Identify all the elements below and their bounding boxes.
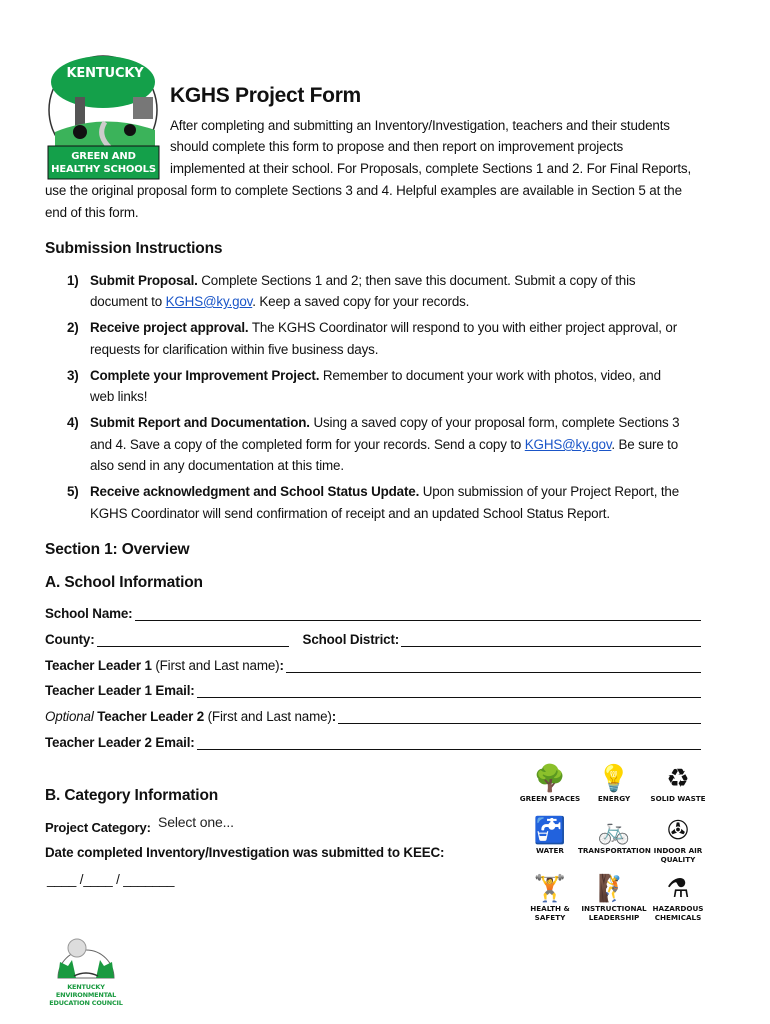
category-hazardous-chemicals: ⚗ HAZARDOUS CHEMICALS [642,874,714,922]
optional-label: Optional [45,709,94,724]
item-text: Remember to document your work with photos, video, and [319,368,661,383]
field-label: Teacher Leader 2 Email: [45,735,195,750]
submission-heading: Submission Instructions [45,240,223,257]
school-info-heading: A. School Information [45,574,203,591]
lightbulb-icon: 💡 [597,764,631,794]
item-title: Receive acknowledgment and School Status Update. [90,484,420,499]
field-label: School District: [302,632,400,647]
county-input[interactable] [97,633,289,647]
item-line [90,294,469,309]
item-line [90,484,679,499]
item-title: Submit Proposal. [90,273,198,288]
tree-icon: 🌳 [533,764,567,794]
teacher-leader-1-input[interactable] [286,659,701,673]
category-info-heading: B. Category Information [45,787,219,804]
category-indoor-air-quality: ✇ INDOOR AIR QUALITY [642,816,714,864]
teacher-leader-2-input[interactable] [338,710,701,724]
intro-line: implemented at their school. For Proposals, complete Sections 1 and 2. For Final Reports, [170,161,692,176]
item-title: Complete your Improvement Project. [90,368,320,383]
item-text: . Be sure to [611,437,679,452]
field-label: School Name: [45,606,133,621]
recycle-icon: ♻ [666,764,690,794]
item-line [90,273,635,288]
teacher-leader-2-email-input[interactable] [197,736,701,750]
item-text: requests for clarification within five business days. [90,342,379,357]
item-line [90,320,677,335]
field-hint: (First and Last name) [151,658,280,673]
item-number: 3) [67,368,79,383]
date-input[interactable]: ____ /____ / _______ [47,872,175,887]
item-text: Using a saved copy of your proposal form, complete Sections 3 [309,415,680,430]
category-solid-waste: ♻ SOLID WASTE [642,764,714,803]
county-district-row [45,632,701,647]
logo-bottom-text: GREEN AND HEALTHY SCHOOLS [51,151,156,175]
item-text: Upon submission of your Project Report, the [419,484,679,499]
project-category-label: Project Category: [45,820,151,835]
field-label: County: [45,632,95,647]
email-link[interactable]: KGHS@ky.gov [524,437,612,452]
field-label: Teacher Leader 2 [93,709,205,724]
item-text: also send in any documentation at this time. [90,458,344,473]
project-category-select[interactable]: Select one... [158,814,234,830]
field-label: Teacher Leader 1 [45,658,152,673]
item-line [90,368,661,383]
fan-icon: ✇ [667,816,689,846]
teacher-leader-1-email-field [45,683,701,698]
field-label: Teacher Leader 1 Email: [45,683,195,698]
school-name-field [45,606,701,621]
intro-line: should complete this form to propose and then report on improvement projects [170,139,624,154]
item-number: 2) [67,320,79,335]
item-title: Receive project approval. [90,320,249,335]
teacher-leader-2-email-field [45,735,701,750]
intro-line: use the original proposal form to complete Sections 3 and 4. Helpful examples are available in Section 5 at the [45,183,682,198]
field-colon: : [331,709,337,724]
item-line [90,437,678,452]
category-green-spaces: 🌳 GREEN SPACES [514,764,586,803]
item-number: 1) [67,273,79,288]
section1-heading: Section 1: Overview [45,541,190,558]
page-title: KGHS Project Form [170,84,361,107]
item-text: Complete Sections 1 and 2; then save this document. Submit a copy of this [197,273,636,288]
weightlifter-icon: 🏋 [533,874,567,904]
field-colon: : [279,658,284,673]
faucet-icon: 🚰 [533,816,567,846]
intro-line: end of this form. [45,205,139,220]
category-instructional-leadership: 🧗 INSTRUCTIONAL LEADERSHIP [578,874,650,922]
field-hint: (First and Last name) [204,709,332,724]
item-text: KGHS Coordinator will send confirmation of receipt and an updated School Status Report. [90,506,610,521]
category-energy: 💡 ENERGY [578,764,650,803]
item-text: The KGHS Coordinator will respond to you with either project approval, or [248,320,678,335]
category-transportation: 🚲 TRANSPORTATION [578,816,651,855]
logo-top-text: KENTUCKY [66,66,144,81]
email-link[interactable]: KGHS@ky.gov [165,294,253,309]
stairs-climber-icon: 🧗 [597,874,631,904]
teacher-leader-2-field [45,709,701,724]
keec-logo [46,934,126,1007]
category-water: 🚰 WATER [514,816,586,855]
teacher-leader-1-field [45,658,701,673]
item-title: Submit Report and Documentation. [90,415,310,430]
item-text: and 4. Save a copy of the completed form for your records. Send a copy to [90,437,525,452]
category-health-safety: 🏋 HEALTH & SAFETY [514,874,586,922]
bicycle-icon: 🚲 [597,816,631,846]
item-text: . Keep a saved copy for your records. [252,294,470,309]
school-district-input[interactable] [401,633,701,647]
intro-line: After completing and submitting an Inventory/Investigation, teachers and their students [170,118,670,133]
school-name-input[interactable] [135,607,702,621]
item-line [90,415,679,430]
flask-icon: ⚗ [666,874,690,904]
item-number: 5) [67,484,79,499]
item-text: web links! [90,389,148,404]
teacher-leader-1-email-input[interactable] [197,684,701,698]
keec-logo-text: KENTUCKY ENVIRONMENTAL EDUCATION COUNCIL [49,983,123,1007]
item-text: document to [90,294,166,309]
kghs-logo [45,52,162,180]
item-number: 4) [67,415,79,430]
date-label: Date completed Inventory/Investigation was submitted to KEEC: [45,845,445,860]
